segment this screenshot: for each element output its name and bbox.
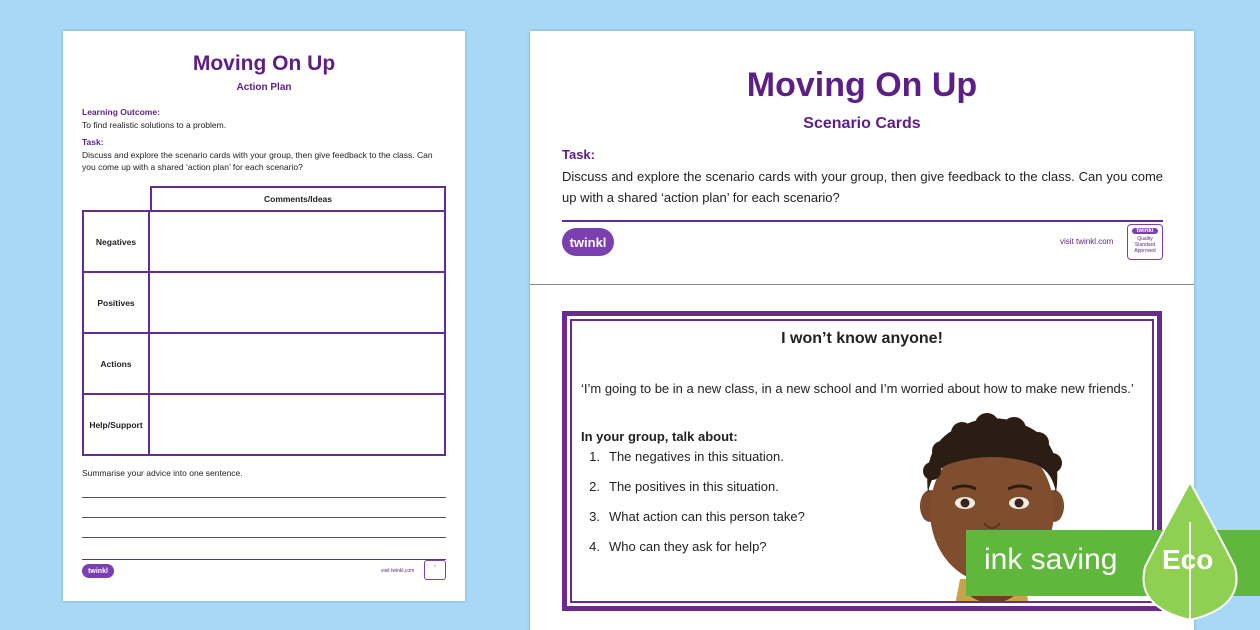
footer-divider: [562, 220, 1163, 222]
summary-prompt: Summarise your advice into one sentence.: [82, 468, 243, 478]
twinkl-logo: twinkl: [82, 564, 114, 578]
card-title: I won’t know anyone!: [781, 330, 943, 347]
footer-divider: [82, 559, 446, 560]
writing-line: [82, 537, 446, 538]
comments-cell: [150, 212, 444, 271]
badge-text: Quality Standard Approved: [1134, 236, 1156, 254]
list-item: 1. The negatives in this situation.: [589, 449, 784, 464]
card-quote: ‘I’m going to be in a new class, in a new school and I’m worried about how to make new friends.’: [581, 381, 1134, 396]
action-plan-task-text: Discuss and explore the scenario cards with your group, then give feedback to the class. Can you come up with a shared ‘action plan’ for each scenario?: [82, 150, 433, 172]
action-plan-page: [63, 31, 465, 601]
action-plan-task-label: Task:: [82, 137, 104, 147]
list-item: 3. What action can this person take?: [589, 509, 805, 524]
row-label-help-support: Help/Support: [84, 395, 150, 454]
twinkl-logo: twinkl: [562, 228, 614, 256]
row-label-negatives: Negatives: [84, 212, 150, 271]
action-plan-table: [82, 186, 446, 456]
table-row: [84, 332, 444, 393]
scenario-subtitle: Scenario Cards: [803, 115, 921, 132]
writing-line: [82, 517, 446, 518]
action-plan-subtitle: Action Plan: [236, 82, 292, 93]
ink-saving-label: ink saving: [984, 543, 1118, 576]
quality-badge-icon: [1127, 224, 1163, 260]
table-header-comments: Comments/Ideas: [150, 186, 446, 212]
footer-url: visit twinkl.com: [1060, 237, 1114, 246]
table-row: [84, 271, 444, 332]
quality-badge-icon: ✓: [424, 560, 446, 580]
comments-cell: [150, 395, 444, 454]
list-item: 2. The positives in this situation.: [589, 479, 779, 494]
eco-badge-label: Eco: [1162, 544, 1214, 575]
scenario-title: Moving On Up: [746, 66, 978, 104]
comments-cell: [150, 334, 444, 393]
card-prompt-label: In your group, talk about:: [581, 429, 738, 444]
scenario-task-label: Task:: [562, 147, 595, 162]
cut-line: [530, 284, 1194, 285]
learning-outcome-text: To find realistic solutions to a problem.: [82, 120, 227, 130]
list-item: 4. Who can they ask for help?: [589, 539, 767, 554]
row-label-actions: Actions: [84, 334, 150, 393]
comments-cell: [150, 273, 444, 332]
table-row: [84, 393, 444, 454]
table-row: [84, 212, 444, 271]
action-plan-title: Moving On Up: [192, 52, 336, 75]
footer-url: visit twinkl.com: [381, 568, 415, 574]
scenario-task-text: Discuss and explore the scenario cards with your group, then give feedback to the class. Can you come up with a shared ‘action plan’ for each scenario?: [562, 169, 1163, 205]
badge-logo: twinkl: [1132, 228, 1158, 234]
row-label-positives: Positives: [84, 273, 150, 332]
writing-line: [82, 497, 446, 498]
discussion-list: [581, 449, 805, 569]
learning-outcome-label: Learning Outcome:: [82, 107, 160, 117]
